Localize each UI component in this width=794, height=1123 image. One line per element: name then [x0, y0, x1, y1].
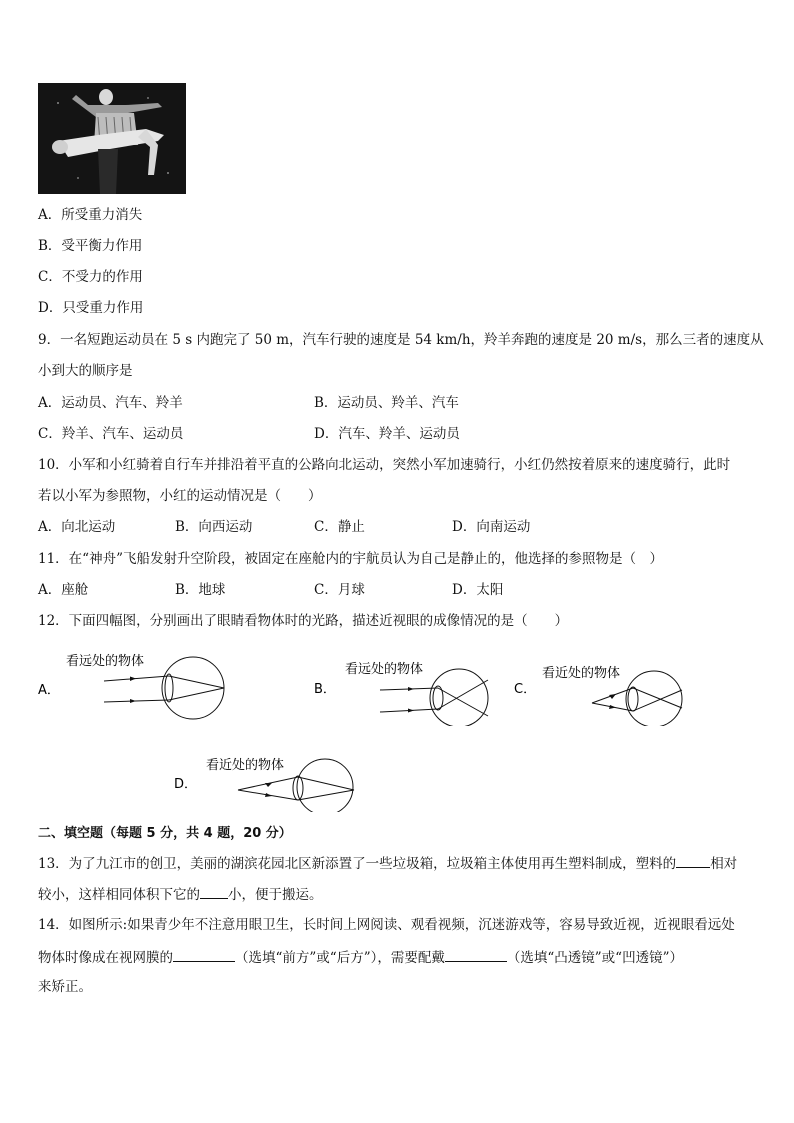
eye-diagram-c	[512, 662, 692, 726]
q9-stem-line2: 小到大的顺序是	[38, 363, 133, 379]
q10-option-b: B．向西运动	[175, 519, 253, 535]
q8-option-d: D．只受重力作用	[38, 300, 144, 316]
q10-option-a: A．向北运动	[38, 519, 116, 535]
eye-diagram-d	[170, 752, 370, 812]
q14-blank-2[interactable]	[445, 947, 507, 962]
eye-diagram-b-caption: 看远处的物体	[345, 662, 424, 677]
q14-text-a: 物体时像成在视网膜的	[38, 950, 173, 966]
eye-diagram-b-letter: B．	[314, 682, 336, 697]
q14-text-b: （选填“前方”或“后方”），需要配戴	[235, 950, 445, 966]
q9-option-b: B．运动员、羚羊、汽车	[314, 395, 459, 411]
q11-option-b: B．地球	[175, 582, 226, 598]
q13-line1	[38, 853, 737, 873]
q14-blank-1[interactable]	[173, 947, 235, 962]
q13-text-a: 13．为了九江市的创卫，美丽的湖滨花园北区新添置了一些垃圾箱，垃圾箱主体使用再生塑料制成，塑料的	[38, 856, 677, 872]
section-2-title: 二、填空题（每题 5 分，共 4 题，20 分）	[38, 826, 292, 841]
eye-diagram-d-caption: 看近处的物体	[206, 758, 285, 773]
q8-option-b: B．受平衡力作用	[38, 238, 143, 254]
q14-line3: 来矫正。	[38, 979, 92, 995]
q14-line1: 14．如图所示:如果青少年不注意用眼卫生，长时间上网阅读、观看视频，沉迷游戏等，容易导致近视，近视眼看远处	[38, 917, 735, 933]
q11-option-d: D．太阳	[452, 582, 504, 598]
eye-diagram-a	[36, 650, 236, 722]
eye-diagram-d-letter: D．	[174, 777, 198, 792]
q11-option-c: C．月球	[314, 582, 365, 598]
q10-stem-line2: 若以小军为参照物，小红的运动情况是（ ）	[38, 488, 322, 504]
q13-text-c: 较小，这样相同体积下它的	[38, 887, 200, 903]
eye-diagram-a-letter: A．	[38, 683, 60, 698]
q13-line2	[38, 884, 323, 904]
q9-option-d: D．汽车、羚羊、运动员	[314, 426, 460, 442]
q13-text-b: 相对	[710, 856, 738, 872]
eye-diagram-c-letter: C．	[514, 682, 537, 697]
magic-show-photo	[38, 83, 186, 194]
q10-option-d: D．向南运动	[452, 519, 531, 535]
eye-diagram-a-caption: 看远处的物体	[66, 654, 145, 669]
q11-option-a: A．座舱	[38, 582, 89, 598]
q13-blank-1[interactable]	[676, 853, 710, 868]
eye-diagram-b	[312, 658, 502, 726]
q10-stem-line1: 10．小军和小红骑着自行车并排沿着平直的公路向北运动，突然小军加速骑行，小红仍然按着原来的速度骑行，此时	[38, 457, 731, 473]
q10-option-c: C．静止	[314, 519, 365, 535]
q11-stem: 11．在“神舟”飞船发射升空阶段，被固定在座舱内的宇航员认为自己是静止的，他选择的参照物是（ ）	[38, 551, 663, 567]
q13-text-d: 小，便于搬运。	[228, 887, 323, 903]
q14-line2	[38, 947, 683, 967]
q8-option-c: C．不受力的作用	[38, 269, 143, 285]
q14-text-c: （选填“凸透镜”或“凹透镜”）	[506, 950, 683, 966]
q9-option-a: A．运动员、汽车、羚羊	[38, 395, 183, 411]
magic-show-figure	[38, 83, 186, 194]
q13-blank-2[interactable]	[200, 884, 228, 899]
q9-option-c: C．羚羊、汽车、运动员	[38, 426, 184, 442]
q8-option-a: A．所受重力消失	[38, 207, 143, 223]
q9-stem-line1: 9．一名短跑运动员在 5 s 内跑完了 50 m，汽车行驶的速度是 54 km/h，羚羊奔跑的速度是 20 m/s，那么三者的速度从	[38, 332, 764, 348]
q12-stem: 12．下面四幅图，分别画出了眼睛看物体时的光路，描述近视眼的成像情况的是（ ）	[38, 613, 569, 629]
eye-diagram-c-caption: 看近处的物体	[542, 666, 621, 681]
